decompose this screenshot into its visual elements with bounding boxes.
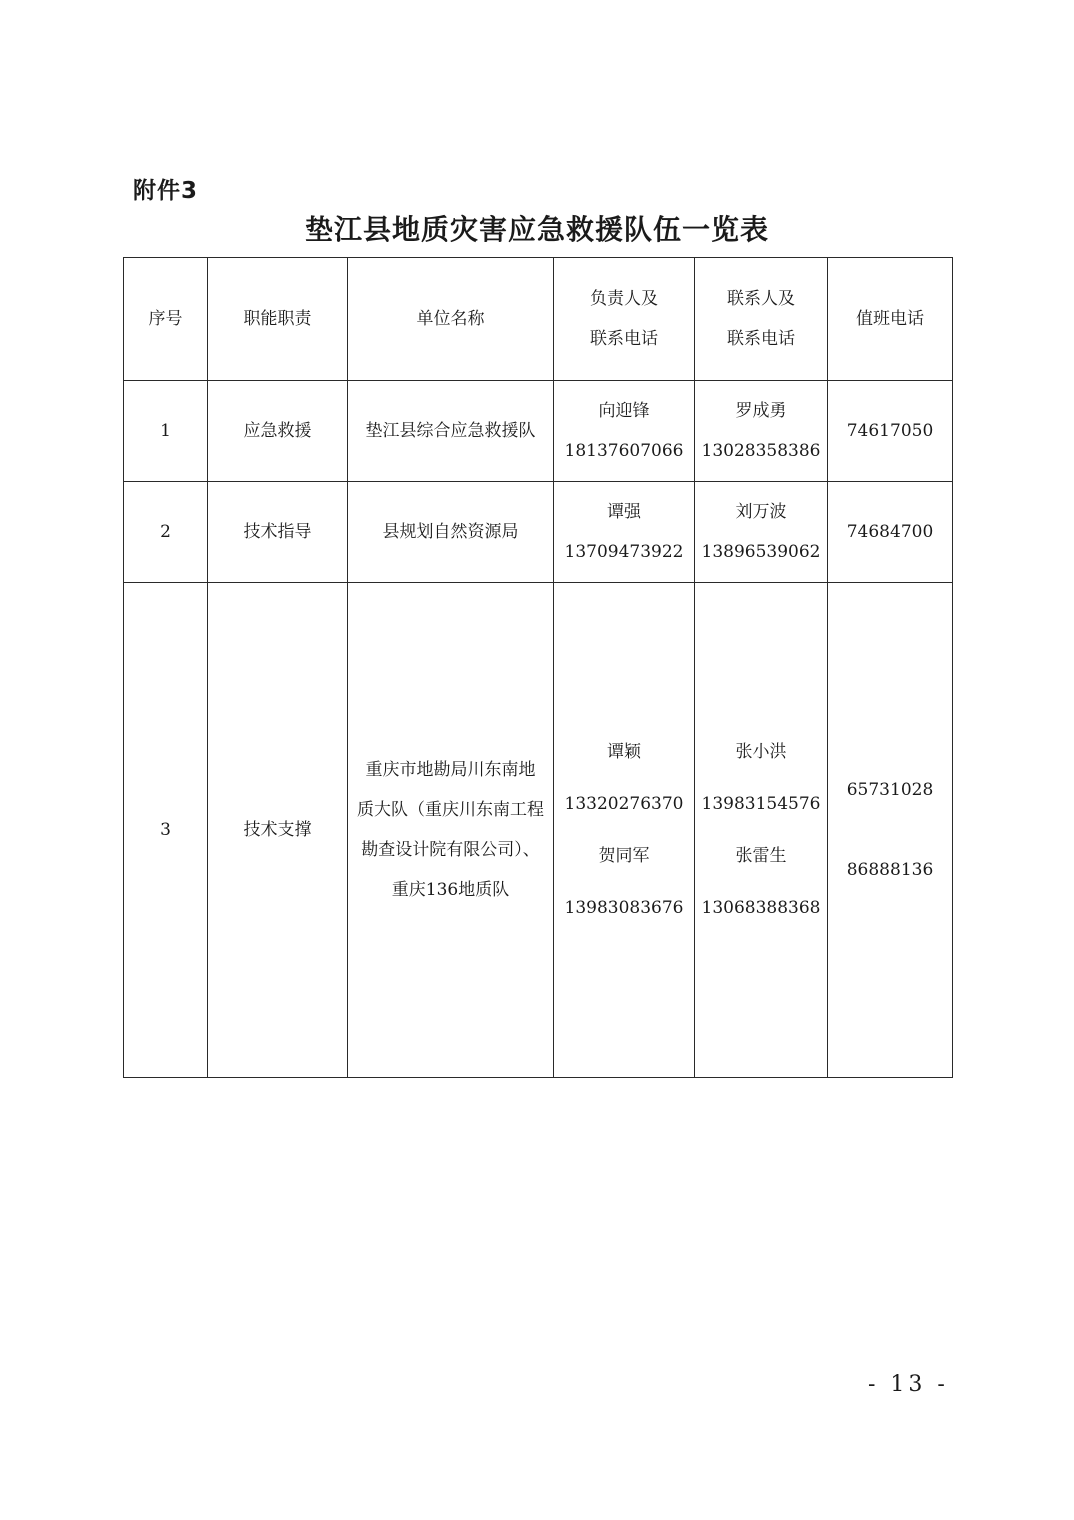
leader-phone: 18137607066	[564, 441, 684, 461]
header-duty: 职能职责	[208, 258, 348, 381]
table-row	[124, 583, 953, 1078]
contact-phone: 13068388368	[701, 898, 821, 918]
leader-name: 向迎锋	[598, 401, 650, 421]
duty-phone: 65731028	[846, 780, 934, 800]
row-duty: 应急救援	[208, 381, 348, 482]
table-header-row	[124, 258, 953, 381]
header-leader	[554, 258, 695, 381]
row-no: 3	[124, 583, 208, 1078]
table-row	[124, 381, 953, 482]
contact-name: 罗成勇	[735, 401, 787, 421]
header-leader-line1: 负责人及	[590, 289, 658, 309]
row-leader	[554, 583, 695, 1078]
contact-name: 张雷生	[735, 846, 787, 866]
header-duty-phone: 值班电话	[828, 258, 953, 381]
attachment-label: 附件3	[133, 178, 199, 204]
row-contact	[695, 583, 828, 1078]
row-no: 2	[124, 482, 208, 583]
contact-phone: 13983154576	[701, 794, 821, 814]
unit-line: 质大队（重庆川东南工程	[357, 800, 544, 820]
row-unit	[348, 583, 554, 1078]
duty-phone: 86888136	[846, 860, 934, 880]
contact-name: 张小洪	[735, 742, 787, 762]
row-leader	[554, 482, 695, 583]
header-contact-line2: 联系电话	[727, 329, 795, 349]
contact-phone: 13028358386	[701, 441, 821, 461]
row-unit: 县规划自然资源局	[348, 482, 554, 583]
header-contact-line1: 联系人及	[727, 289, 795, 309]
row-contact	[695, 482, 828, 583]
contact-name: 刘万波	[735, 502, 787, 522]
page-title: 垫江县地质灾害应急救援队伍一览表	[304, 213, 769, 246]
header-leader-line2: 联系电话	[590, 329, 658, 349]
header-unit: 单位名称	[348, 258, 554, 381]
leader-name: 谭强	[607, 502, 641, 522]
row-duty-phone: 74684700	[828, 482, 953, 583]
header-no: 序号	[124, 258, 208, 381]
row-leader	[554, 381, 695, 482]
rescue-team-table	[123, 257, 953, 1078]
row-duty: 技术指导	[208, 482, 348, 583]
row-unit: 垫江县综合应急救援队	[348, 381, 554, 482]
leader-phone: 13983083676	[564, 898, 684, 918]
row-duty-phone	[828, 583, 953, 1078]
row-duty-phone: 74617050	[828, 381, 953, 482]
unit-line: 重庆136地质队	[391, 880, 510, 900]
leader-name: 贺同军	[598, 846, 650, 866]
leader-phone: 13709473922	[564, 542, 684, 562]
contact-phone: 13896539062	[701, 542, 821, 562]
page-number: - 13 -	[868, 1372, 949, 1397]
row-contact	[695, 381, 828, 482]
unit-line: 勘查设计院有限公司）、	[361, 840, 540, 860]
header-contact	[695, 258, 828, 381]
unit-line: 重庆市地勘局川东南地	[365, 760, 536, 780]
leader-name: 谭颖	[607, 742, 641, 762]
table-row	[124, 482, 953, 583]
row-duty: 技术支撑	[208, 583, 348, 1078]
row-no: 1	[124, 381, 208, 482]
leader-phone: 13320276370	[564, 794, 684, 814]
